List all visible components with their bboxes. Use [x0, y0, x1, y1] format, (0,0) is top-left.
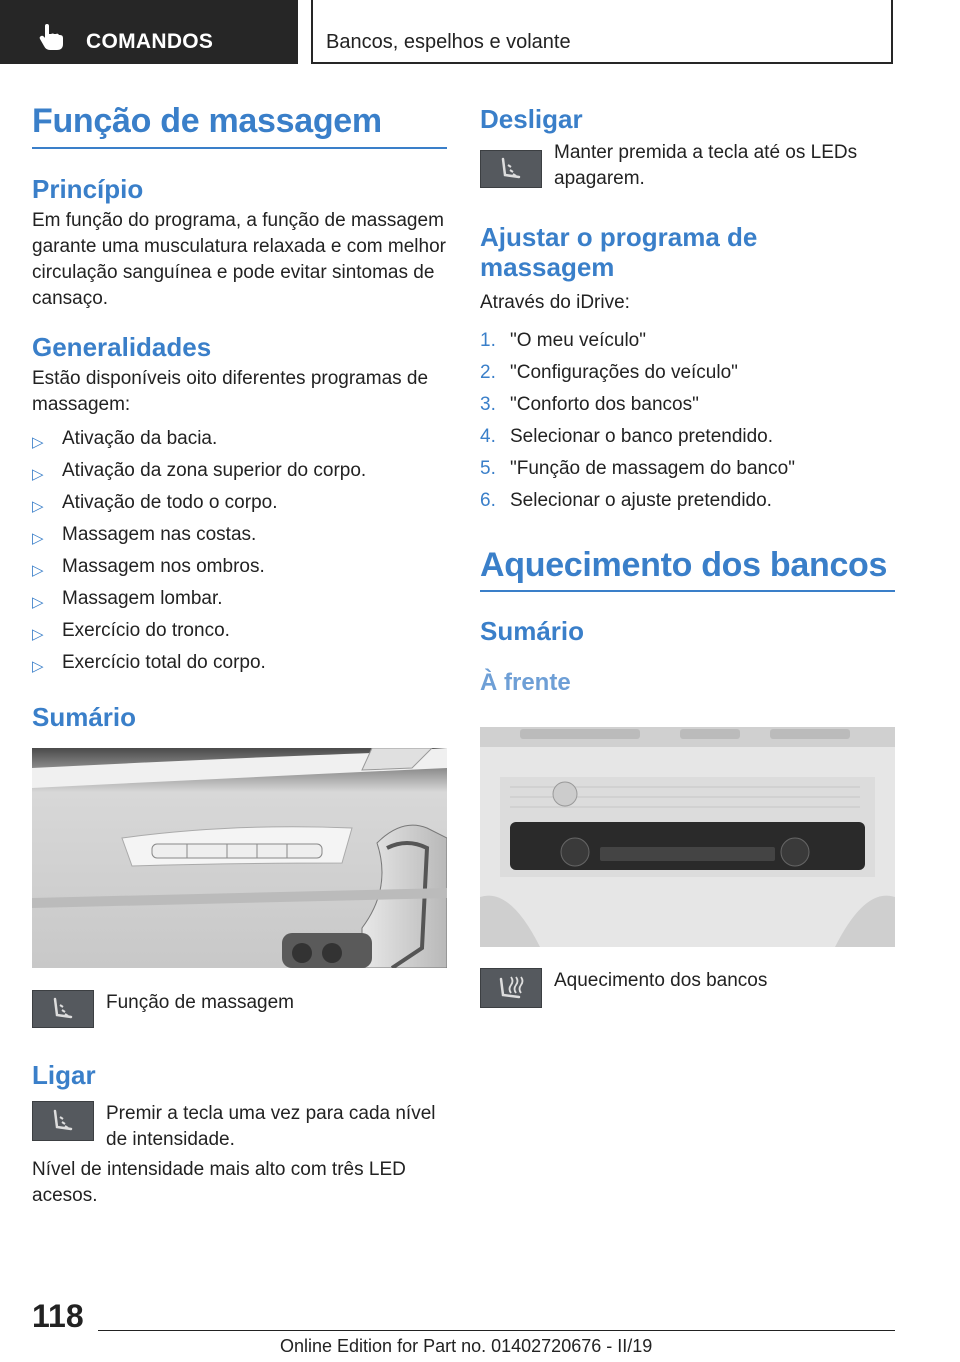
on-heading: Ligar: [32, 1060, 96, 1090]
bullet-triangle-icon: ▷: [32, 658, 44, 675]
heating-icon-label: Aquecimento dos bancos: [554, 970, 768, 991]
list-item: 4. Selecionar o banco pretendido.: [480, 426, 774, 447]
list-item: 5. "Função de massagem do banco": [480, 458, 795, 479]
bullet-triangle-icon: ▷: [32, 530, 44, 547]
right-column: [480, 100, 895, 698]
list-item: ▷ Massagem lombar.: [32, 586, 447, 612]
list-item: 3. "Conforto dos bancos": [480, 394, 699, 415]
edition-text: Online Edition for Part no. 01402720676 - II/19: [280, 1336, 653, 1356]
chapter-title: Bancos, espelhos e volante: [326, 31, 571, 53]
hand-pointer-icon: [36, 22, 66, 52]
list-item: ▷ Massagem nas costas.: [32, 522, 447, 548]
bullet-triangle-icon: ▷: [32, 562, 44, 579]
bullet-triangle-icon: ▷: [32, 626, 44, 643]
on-note: Nível de intensidade mais alto com três LED acesos.: [32, 1159, 406, 1206]
off-heading: Desligar: [480, 104, 583, 134]
page-title: Função de massagem: [32, 102, 382, 140]
footer-divider: [98, 1330, 895, 1331]
section-tab: [0, 0, 298, 64]
list-item: ▷ Ativação da zona superior do corpo.: [32, 458, 447, 484]
page-number: 118: [32, 1298, 84, 1334]
heating-icon-row: [480, 968, 895, 994]
heating-title: Aquecimento dos bancos: [480, 546, 888, 584]
front-heading: À frente: [480, 669, 571, 696]
principle-text: Em função do programa, a função de massagem garante uma musculatura relaxada e com melhor circulação sanguínea e pode evitar sintomas de cansaço.: [32, 210, 446, 309]
list-item: 2. "Configurações do veículo": [480, 362, 738, 383]
seat-massage-icon: [480, 150, 542, 188]
heating-summary-heading: Sumário: [480, 616, 585, 646]
steps-list: [480, 328, 895, 514]
chapter-header: [311, 0, 893, 64]
massage-icon-row: [32, 990, 447, 1016]
bullet-triangle-icon: ▷: [32, 434, 44, 451]
seat-massage-icon: [32, 990, 94, 1028]
list-item: 1. "O meu veículo": [480, 330, 646, 351]
list-item: ▷ Massagem nos ombros.: [32, 554, 447, 580]
massage-icon-label: Função de massagem: [106, 992, 294, 1013]
bullet-triangle-icon: ▷: [32, 466, 44, 483]
summary-heading: Sumário: [32, 702, 137, 732]
program-list: [32, 426, 447, 676]
door-panel-photo: [32, 748, 447, 968]
bullet-triangle-icon: ▷: [32, 498, 44, 515]
on-text: Premir a tecla uma vez para cada nível de intensidade.: [106, 1103, 436, 1150]
off-text: Manter premida a tecla até os LEDs apagarem.: [554, 142, 858, 189]
left-column: [32, 100, 447, 732]
bullet-triangle-icon: ▷: [32, 594, 44, 611]
general-heading: Generalidades: [32, 332, 212, 362]
adjust-heading: Ajustar o programa de massagem: [480, 222, 758, 282]
on-icon-row: [32, 1101, 447, 1153]
list-item: ▷ Ativação da bacia.: [32, 426, 447, 452]
adjust-intro: Através do iDrive:: [480, 292, 630, 313]
seat-heating-icon: [480, 968, 542, 1008]
list-item: ▷ Exercício do tronco.: [32, 618, 447, 644]
general-text: Estão disponíveis oito diferentes programas de massagem:: [32, 368, 429, 415]
section-label: COMANDOS: [86, 30, 214, 53]
list-item: ▷ Exercício total do corpo.: [32, 650, 447, 676]
climate-panel-photo: [480, 727, 895, 947]
seat-massage-icon: [32, 1101, 94, 1141]
list-item: 6. Selecionar o ajuste pretendido.: [480, 490, 772, 511]
off-icon-row: [480, 140, 895, 192]
list-item: ▷ Ativação de todo o corpo.: [32, 490, 447, 516]
principle-heading: Princípio: [32, 174, 144, 204]
